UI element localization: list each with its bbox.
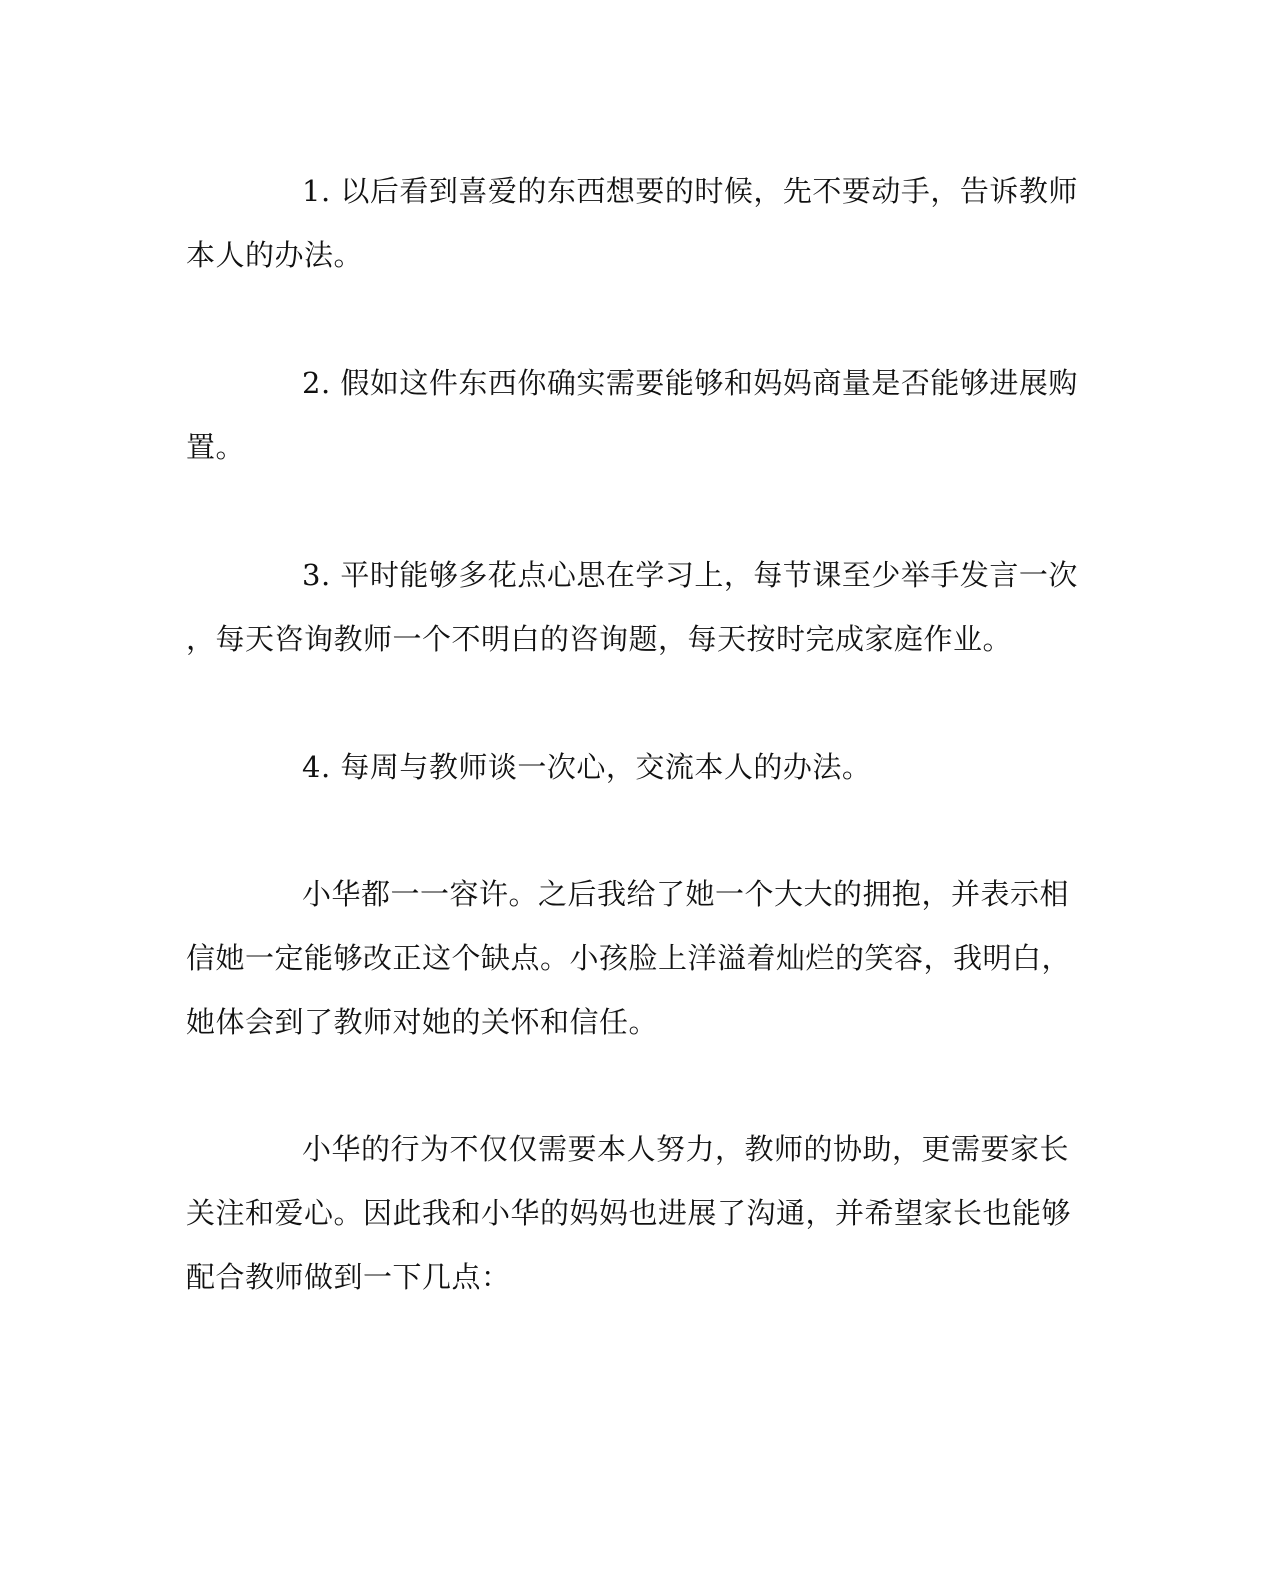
paragraph-item-2	[186, 351, 1078, 479]
paragraph-item-1	[186, 159, 1078, 287]
paragraph-line: 3. 平时能够多花点心思在学习上，每节课至少举手发言一次	[302, 558, 1078, 592]
paragraph-agreement	[186, 862, 1072, 1054]
paragraph-line: 配合教师做到一下几点：	[186, 1260, 511, 1294]
paragraph-line: 小华都一一容许。之后我给了她一个大大的拥抱，并表示相	[302, 877, 1070, 911]
paragraph-line: ，每天咨询教师一个不明白的咨询题，每天按时完成家庭作业。	[186, 622, 1013, 656]
paragraph-item-4	[186, 735, 1066, 799]
paragraph-line: 4. 每周与教师谈一次心，交流本人的办法。	[302, 750, 872, 784]
paragraph-line: 1. 以后看到喜爱的东西想要的时候，先不要动手，告诉教师	[302, 174, 1078, 208]
paragraph-line: 2. 假如这件东西你确实需要能够和妈妈商量是否能够进展购	[302, 366, 1078, 400]
paragraph-line: 她体会到了教师对她的关怀和信任。	[186, 1005, 659, 1039]
paragraph-line: 信她一定能够改正这个缺点。小孩脸上洋溢着灿烂的笑容，我明白，	[186, 941, 1072, 975]
paragraph-line: 本人的办法。	[186, 238, 364, 272]
paragraph-line: 关注和爱心。因此我和小华的妈妈也进展了沟通，并希望家长也能够	[186, 1196, 1072, 1230]
paragraph-item-3	[186, 543, 1078, 671]
paragraph-parents	[186, 1117, 1072, 1309]
paragraph-line: 置。	[186, 430, 246, 464]
paragraph-line: 小华的行为不仅仅需要本人努力，教师的协助，更需要家长	[302, 1132, 1070, 1166]
